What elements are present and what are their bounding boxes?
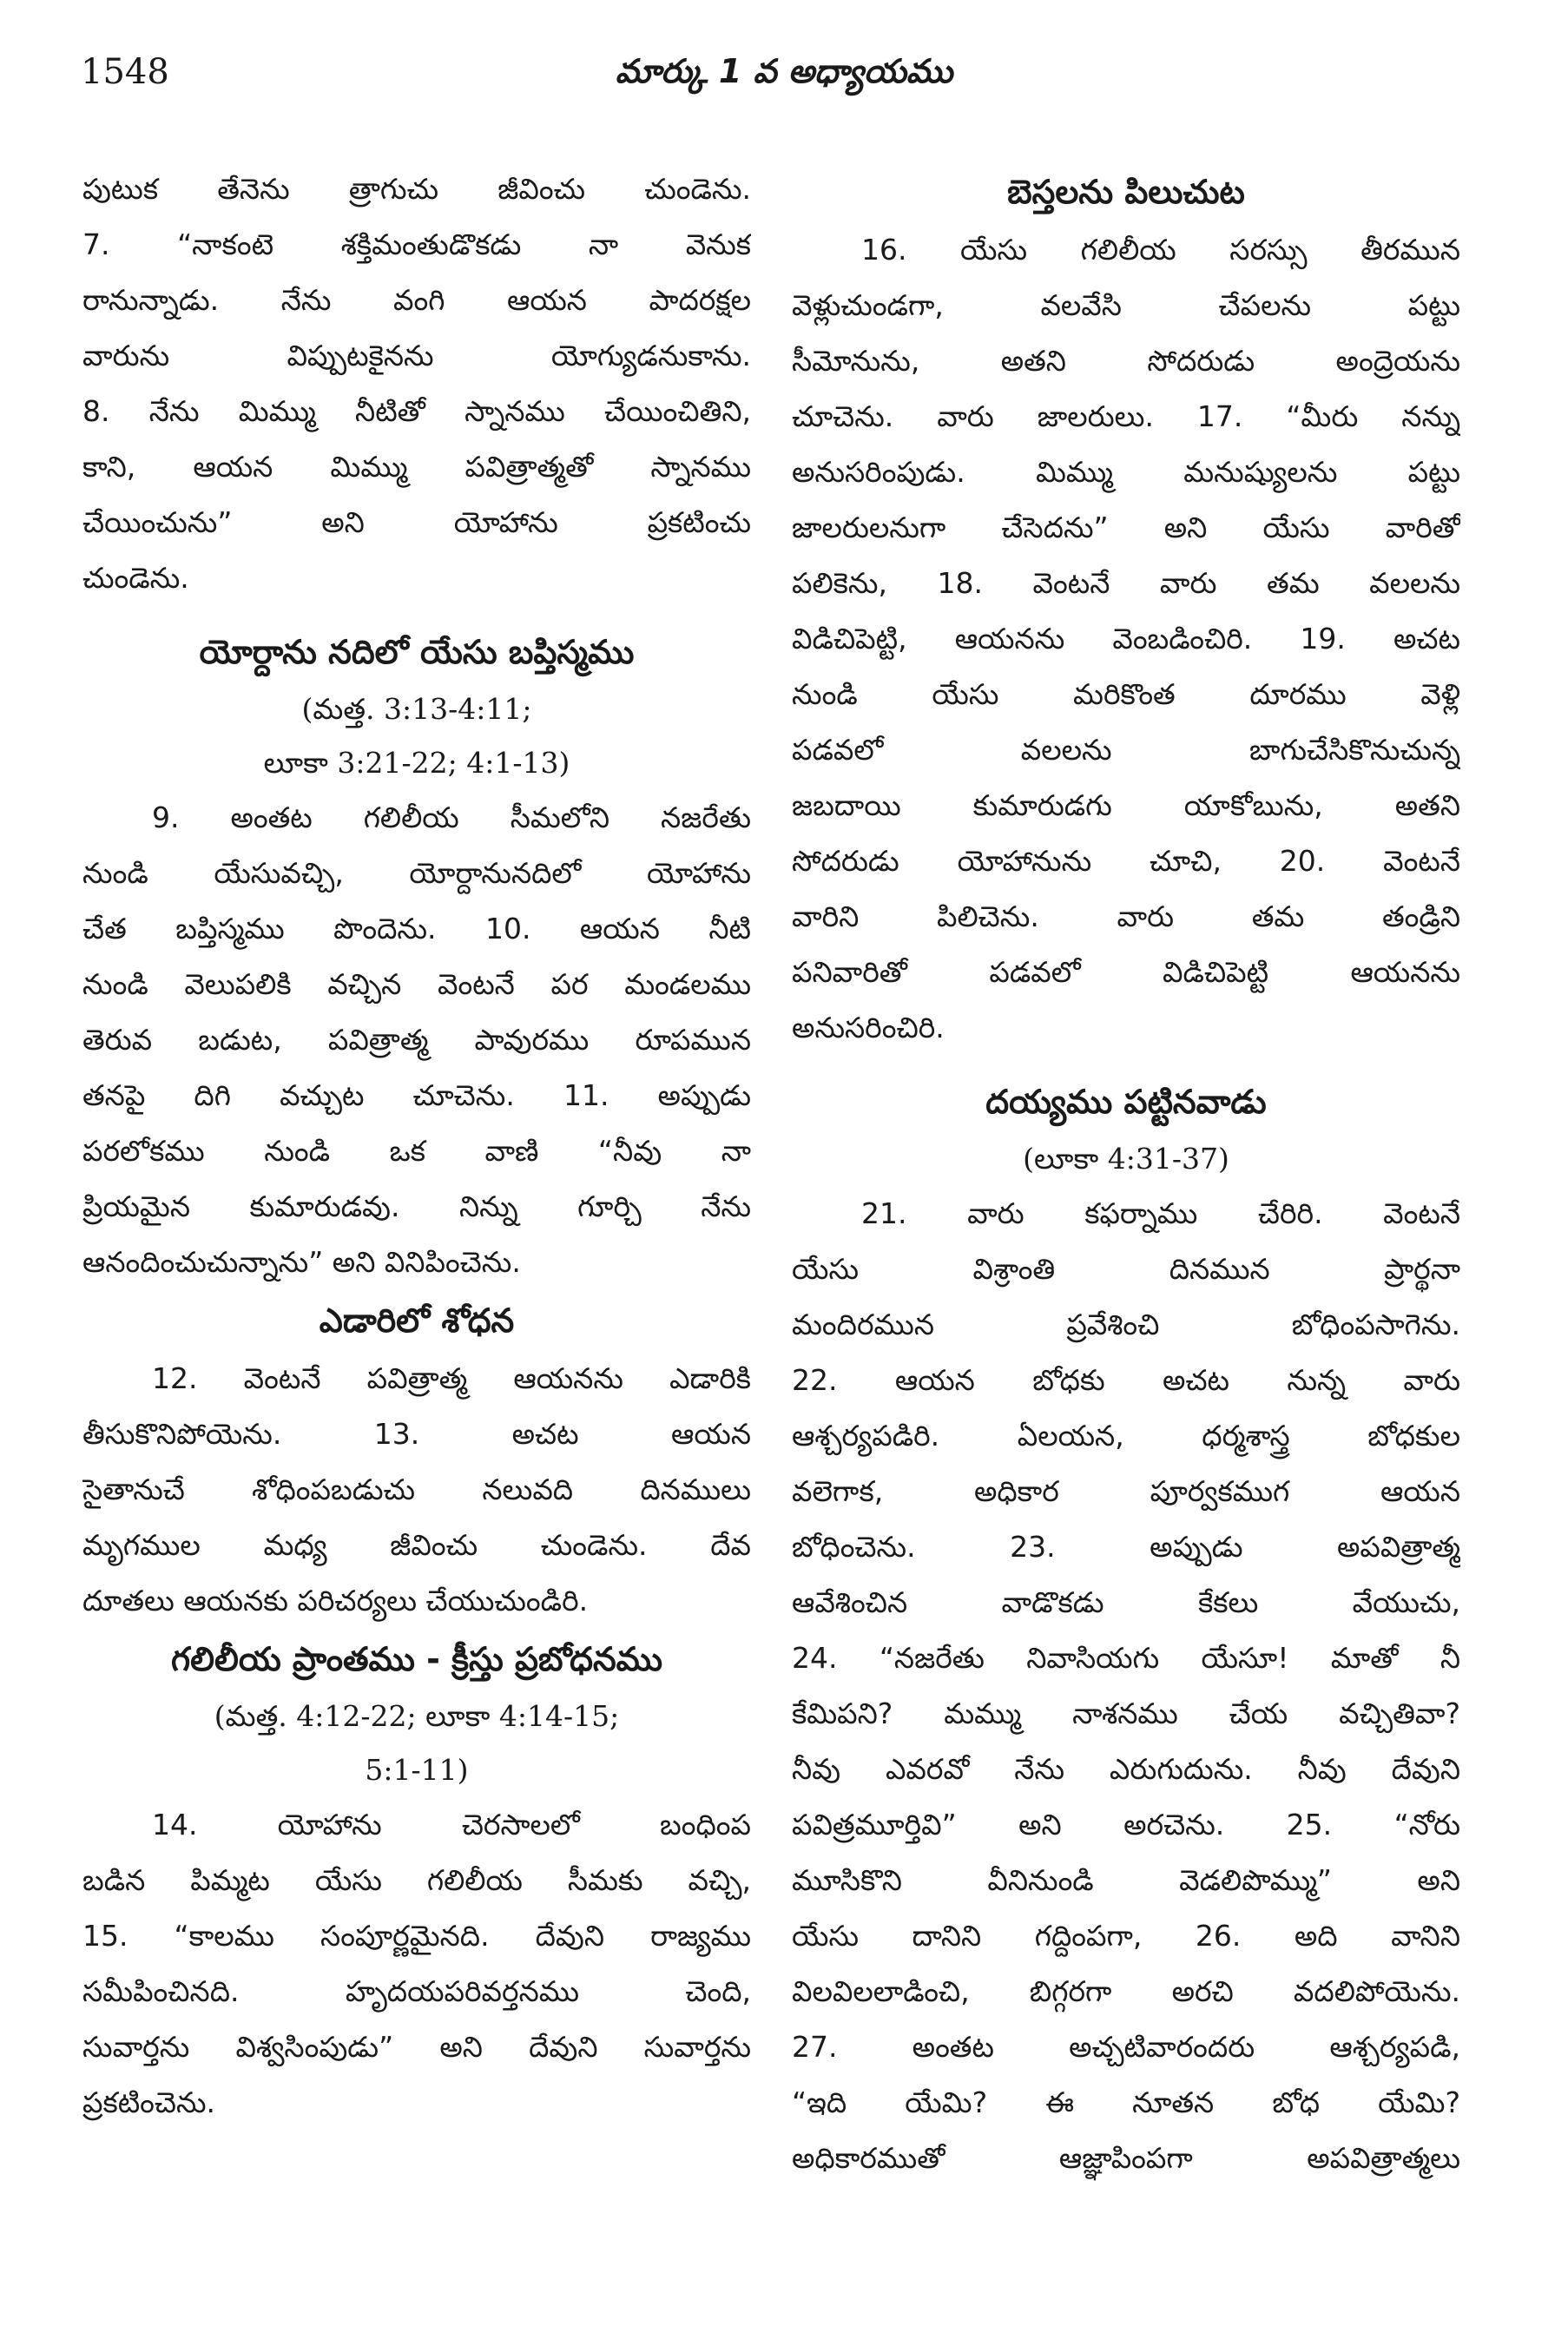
text-line: అనుసరింపుడు. మిమ్ము మనుష్యులను పట్టు	[792, 455, 1460, 489]
text-line: సీమోనును, అతని సోదరుడు అంద్రెయను	[792, 344, 1460, 378]
text-line: యేసు విశ్రాంతి దినమున ప్రార్థనా	[792, 1252, 1460, 1286]
text-line: తనపై దిగి వచ్చుట చూచెను. 11. అప్పుడు	[82, 1078, 751, 1112]
text-line: చూచెను. వారు జాలరులు. 17. “మీరు నన్ను	[792, 399, 1460, 433]
left-column	[82, 161, 751, 2131]
section-heading: బెస్తలను పిలుచుట	[1007, 173, 1245, 211]
text-line: 15. “కాలము సంపూర్ణమైనది. దేవుని రాజ్యము	[82, 1919, 751, 1953]
cross-reference: (లూకా 4:31-37)	[1023, 1142, 1229, 1176]
section-heading: ఎడారిలో శోధన	[319, 1301, 515, 1340]
text-line: ఆవేశించిన వాడొకడు కేకలు వేయుచు,	[792, 1585, 1460, 1619]
paragraph	[82, 1797, 751, 2131]
text-line: నుండి యేసు మరికొంత దూరము వెళ్లి	[792, 677, 1460, 711]
text-line: 21. వారు కఫర్నాము చేరిరి. వెంటనే	[861, 1196, 1460, 1230]
text-line: జబదాయి కుమారుడగు యాకోబును, అతని	[792, 788, 1460, 822]
running-title: మార్కు 1 వ అధ్యాయము	[615, 52, 953, 90]
text-line: వారిని పిలిచెను. వారు తమ తండ్రిని	[792, 899, 1460, 933]
text-line: చేత బప్తిస్మము పొందెను. 10. ఆయన నీటి	[82, 912, 751, 945]
paragraph	[792, 222, 1460, 1056]
text-line: నీవు ఎవరవో నేను ఎరుగుదును. నీవు దేవుని	[792, 1752, 1460, 1786]
text-line: పడవలో వలలను బాగుచేసికొనుచున్న	[792, 733, 1460, 767]
text-line: సైతానుచే శోధింపబడుచు నలువది దినములు	[82, 1472, 751, 1506]
page-number: 1548	[81, 52, 169, 92]
section-heading: యోర్దాను నదిలో యేసు బప్తిస్మము	[199, 633, 635, 671]
text-line: చేయించును” అని యోహాను ప్రకటించు	[82, 505, 751, 539]
text-line: సువార్తను విశ్వసింపుడు” అని దేవుని సువార్తను	[82, 2030, 751, 2064]
text-line: మందిరమున ప్రవేశించి బోధింపసాగెను.	[792, 1308, 1460, 1341]
text-line: బడిన పిమ్మట యేసు గలిలీయ సీమకు వచ్చి,	[82, 1863, 751, 1897]
paragraph	[82, 790, 751, 1290]
text-line: వలెగాక, అధికార పూర్వకముగ ఆయన	[792, 1474, 1460, 1508]
text-line: తీసుకొనిపోయెను. 13. అచట ఆయన	[82, 1417, 751, 1451]
text-line: అధికారముతో ఆజ్ఞాపింపగా అపవిత్రాత్మలు	[792, 2141, 1460, 2175]
cross-reference: (మత్త. 4:12-22; లూకా 4:14-15;	[214, 1699, 620, 1733]
text-line: 14. యోహాను చెరసాలలో బంధింప	[152, 1808, 751, 1841]
paragraph	[82, 1351, 751, 1629]
text-line: విడిచిపెట్టి, ఆయనను వెంబడించిరి. 19. అచట	[792, 622, 1460, 656]
text-line: రానున్నాడు. నేను వంగి ఆయన పాదరక్షల	[82, 283, 751, 317]
text-line: పుటుక తేనెను త్రాగుచు జీవించు చుండెను.	[82, 172, 751, 206]
text-line: కేమిపని? మమ్ము నాశనము చేయ వచ్చితివా?	[792, 1696, 1460, 1730]
text-line: మూసికొని వీనినుండి వెడలిపొమ్ము” అని	[792, 1863, 1460, 1897]
text-line: చుండెను.	[82, 561, 189, 595]
text-line: ఆశ్చర్యపడిరి. ఏలయన, ధర్మశాస్త్ర బోధకుల	[792, 1419, 1460, 1453]
text-line: పవిత్రమూర్తివి” అని అరచెను. 25. “నోరు	[792, 1808, 1460, 1841]
text-line: బోధించెను. 23. అప్పుడు అపవిత్రాత్మ	[792, 1530, 1460, 1564]
text-line: 22. ఆయన బోధకు అచట నున్న వారు	[792, 1363, 1460, 1397]
text-line: దూతలు ఆయనకు పరిచర్యలు చేయుచుండిరి.	[82, 1584, 589, 1617]
text-line: యేసు దానిని గద్దింపగా, 26. అది వానిని	[792, 1919, 1460, 1953]
text-line: 27. అంతట అచ్చటివారందరు ఆశ్చర్యపడి,	[792, 2030, 1460, 2064]
paragraph	[792, 1186, 1460, 2186]
text-line: వెళ్లుచుండగా, వలవేసి చేపలను పట్టు	[792, 288, 1460, 322]
section-heading: దయ్యము పట్టినవాడు	[985, 1083, 1267, 1121]
text-line: 8. నేను మిమ్ము నీటితో స్నానము చేయించితిని,	[82, 394, 751, 428]
text-line: 9. అంతట గలిలీయ సీమలోని నజరేతు	[152, 800, 751, 834]
text-line: కాని, ఆయన మిమ్ము పవిత్రాత్మతో స్నానము	[82, 450, 751, 484]
text-line: 24. “నజరేతు నివాసియగు యేసూ! మాతో నీ	[792, 1641, 1460, 1675]
cross-reference: లూకా 3:21-22; 4:1-13)	[263, 746, 570, 780]
text-line: నుండి వెలుపలికి వచ్చిన వెంటనే పర మండలము	[82, 967, 751, 1001]
text-line: అనుసరించిరి.	[792, 1011, 945, 1044]
cross-reference: (మత్త. 3:13-4:11;	[301, 692, 532, 726]
text-line: ప్రియమైన కుమారుడవు. నిన్ను గూర్చి నేను	[82, 1189, 751, 1223]
text-line: పలికెను, 18. వెంటనే వారు తమ వలలను	[792, 566, 1460, 600]
text-line: తెరువ బడుట, పవిత్రాత్మ పావురము రూపమున	[82, 1023, 751, 1057]
paragraph	[82, 161, 751, 606]
text-line: 7. “నాకంటె శక్తిమంతుడొకడు నా వెనుక	[82, 227, 751, 261]
text-line: వారును విప్పుటకైనను యోగ్యుడనుకాను.	[82, 339, 751, 372]
text-line: విలవిలలాడించి, బిగ్గరగా అరచి వదలిపోయెను.	[792, 1974, 1460, 2008]
text-line: సోదరుడు యోహానును చూచి, 20. వెంటనే	[792, 844, 1460, 878]
text-line: సమీపించినది. హృదయపరివర్తనము చెంది,	[82, 1974, 751, 2008]
text-line: నుండి యేసువచ్చి, యోర్దానునదిలో యోహాను	[82, 856, 751, 890]
section-heading: గలిలీయ ప్రాంతము - క్రీస్తు ప్రబోధనము	[170, 1640, 663, 1678]
text-line: జాలరులనుగా చేసెదను” అని యేసు వారితో	[792, 511, 1460, 544]
text-line: పరలోకము నుండి ఒక వాణి “నీవు నా	[82, 1134, 751, 1168]
right-column	[792, 161, 1460, 2186]
text-line: 16. యేసు గలిలీయ సరస్సు తీరమున	[861, 233, 1460, 267]
cross-reference: 5:1-11)	[365, 1753, 469, 1787]
text-line: మృగముల మధ్య జీవించు చుండెను. దేవ	[82, 1528, 751, 1562]
text-line: 12. వెంటనే పవిత్రాత్మ ఆయనను ఎడారికి	[152, 1361, 751, 1395]
text-line: ఆనందించుచున్నాను” అని వినిపించెను.	[82, 1245, 521, 1279]
text-line: ప్రకటించెను.	[82, 2085, 216, 2119]
text-line: పనివారితో పడవలో విడిచిపెట్టి ఆయనను	[792, 955, 1460, 989]
text-line: “ఇది యేమి? ఈ నూతన బోధ యేమి?	[792, 2085, 1460, 2119]
